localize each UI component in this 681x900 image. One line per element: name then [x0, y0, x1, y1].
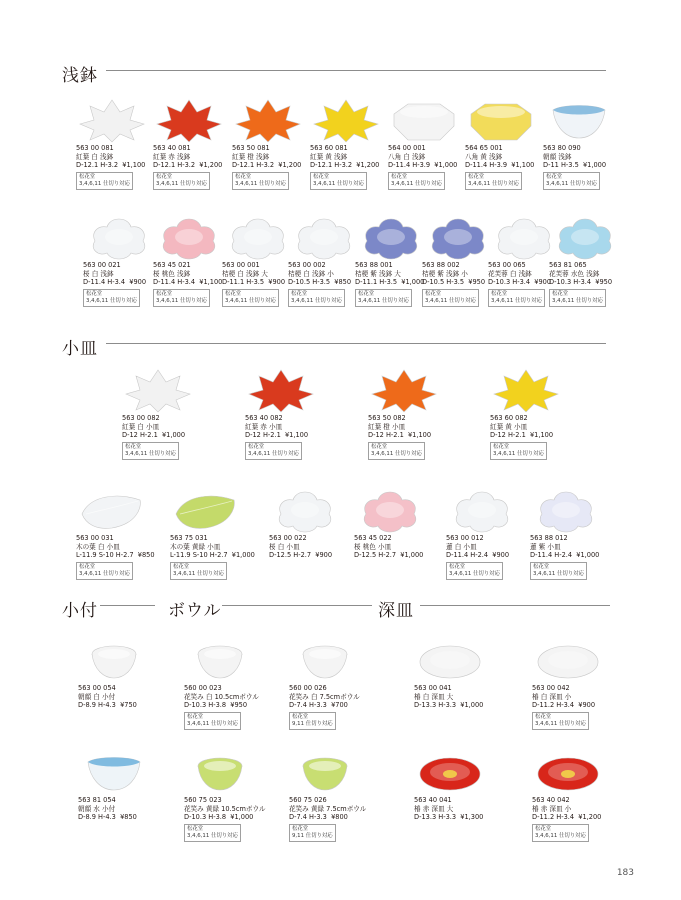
product-price: ¥900	[492, 551, 510, 560]
product-code: 563 00 001	[222, 261, 260, 269]
product-dimensions: D-12.1 H-3.2	[310, 161, 353, 170]
product-price: ¥950	[595, 278, 613, 287]
partition-tag: 松花堂 3,4,6,11 仕切り対応	[232, 172, 289, 190]
partition-tag: 松花堂 3,4,6,11 仕切り対応	[465, 172, 522, 190]
partition-tag: 松花堂 3,4,6,11 仕切り対応	[288, 289, 345, 307]
product-dimensions: D-12.1 H-3.2	[76, 161, 119, 170]
product-name: 蓮 紫 小皿	[530, 542, 561, 551]
section-divider	[106, 70, 606, 71]
product-name: 花芙蓉 水色 浅鉢	[549, 269, 600, 278]
product-name: 紅葉 赤 小皿	[245, 422, 283, 431]
product-code: 563 00 082	[122, 414, 160, 422]
partition-tag: 松花堂 3,4,6,11 仕切り対応	[532, 824, 589, 842]
product-code: 563 40 081	[153, 144, 191, 152]
partition-tag: 松花堂 3,4,6,11 仕切り対応	[153, 172, 210, 190]
product-image	[446, 486, 518, 534]
product-dimensions: D-11.2 H-3.4	[532, 813, 575, 822]
product-name: 桔梗 紫 浅鉢 大	[355, 269, 401, 278]
product-dimensions: D-12 H-2.1	[122, 431, 158, 440]
product-name: 花笑み 黄緑 7.5cmボウル	[289, 804, 367, 813]
product-image	[354, 486, 426, 534]
product-dimensions: D-12 H-2.1	[368, 431, 404, 440]
product-image	[310, 96, 382, 144]
partition-tag: 松花堂 3,4,6,11 仕切り対応	[184, 712, 241, 730]
product-dimensions: D-10.3 H-3.8	[184, 813, 227, 822]
product-price: ¥1,200	[278, 161, 302, 170]
product-price: ¥900	[315, 551, 333, 560]
section-title-kozara: 小皿	[62, 339, 98, 359]
partition-tag: 松花堂 3,4,6,11 仕切り対応	[184, 824, 241, 842]
product-name: 桜 桃色 浅鉢	[153, 269, 191, 278]
product-item	[289, 636, 369, 730]
product-item	[76, 96, 156, 190]
product-item	[170, 486, 255, 580]
product-code: 563 00 041	[414, 684, 452, 692]
product-price: ¥900	[534, 278, 552, 287]
product-name: 花笑み 白 7.5cmボウル	[289, 692, 360, 701]
product-name: 紅葉 黄 浅鉢	[310, 152, 348, 161]
product-item	[245, 366, 325, 460]
product-code: 564 65 001	[465, 144, 503, 152]
section-divider	[222, 605, 372, 606]
product-dimensions: D-12 H-2.1	[490, 431, 526, 440]
product-image	[530, 486, 602, 534]
product-code: 563 00 021	[83, 261, 121, 269]
product-price: ¥1,100	[122, 161, 146, 170]
product-dimensions: D-8.9 H-4.3	[78, 701, 116, 710]
product-code: 564 00 001	[388, 144, 426, 152]
product-item	[530, 486, 610, 580]
product-price: ¥900	[578, 701, 596, 710]
product-price: ¥1,100	[284, 431, 309, 440]
product-name: 花笑み 白 10.5cmボウル	[184, 692, 259, 701]
product-dimensions: D-11.4 H-3.9	[465, 161, 508, 170]
partition-tag: 松花堂 9,11 仕切り対応	[289, 712, 336, 730]
product-price: ¥1,100	[529, 431, 554, 440]
product-code: 563 88 012	[530, 534, 568, 542]
product-name: 椿 白 深皿 小	[532, 692, 572, 701]
product-price: ¥1,300	[460, 813, 484, 822]
product-dimensions: D-11.1 H-3.5	[222, 278, 265, 287]
product-image	[490, 366, 562, 414]
product-dimensions: D-12.5 H-2.7	[269, 551, 312, 560]
product-image	[78, 748, 150, 796]
product-item	[368, 366, 448, 460]
product-image	[232, 96, 304, 144]
partition-tag: 松花堂 3,4,6,11 仕切り対応	[355, 289, 412, 307]
product-price: ¥1,100	[199, 278, 223, 287]
product-image	[289, 636, 361, 684]
product-dimensions: D-11.2 H-3.4	[532, 701, 575, 710]
product-item	[184, 636, 264, 730]
partition-tag: 松花堂 3,4,6,11 仕切り対応	[170, 562, 227, 580]
partition-tag: 松花堂 3,4,6,11 仕切り対応	[530, 562, 587, 580]
product-price: ¥1,000	[434, 161, 458, 170]
product-image	[170, 486, 242, 534]
product-price: ¥950	[468, 278, 486, 287]
section-title-asabachi: 浅鉢	[62, 66, 98, 86]
partition-tag: 松花堂 3,4,6,11 仕切り対応	[122, 442, 179, 460]
product-code: 560 75 026	[289, 796, 327, 804]
product-image	[414, 636, 486, 684]
product-name: 椿 赤 深皿 大	[414, 804, 454, 813]
product-item	[78, 636, 158, 710]
product-code: 560 75 023	[184, 796, 222, 804]
product-code: 563 60 082	[490, 414, 528, 422]
partition-tag: 松花堂 3,4,6,11 仕切り対応	[83, 289, 140, 307]
product-code: 563 00 031	[76, 534, 114, 542]
product-item	[184, 748, 264, 842]
product-code: 563 88 001	[355, 261, 393, 269]
partition-tag: 松花堂 3,4,6,11 仕切り対応	[490, 442, 547, 460]
product-price: ¥900	[268, 278, 286, 287]
partition-tag: 松花堂 3,4,6,11 仕切り対応	[76, 562, 133, 580]
product-image	[288, 213, 360, 261]
partition-tag: 松花堂 3,4,6,11 仕切り対応	[245, 442, 302, 460]
product-dimensions: D-7.4 H-3.3	[289, 813, 327, 822]
product-name: 八角 白 浅鉢	[388, 152, 426, 161]
product-image	[122, 366, 194, 414]
product-dimensions: L-11.9 S-10 H-2.7	[170, 551, 228, 560]
partition-tag: 松花堂 3,4,6,11 仕切り対応	[388, 172, 445, 190]
product-item	[76, 486, 156, 580]
section-divider	[100, 605, 155, 606]
section-title-bowl: ボウル	[168, 601, 222, 621]
product-dimensions: D-10.5 H-3.5	[288, 278, 331, 287]
product-price: ¥1,100	[511, 161, 535, 170]
product-image	[83, 213, 155, 261]
partition-tag: 松花堂 9,11 仕切り対応	[289, 824, 336, 842]
product-item	[122, 366, 202, 460]
product-code: 563 00 022	[269, 534, 307, 542]
product-item	[414, 636, 494, 710]
product-dimensions: D-11.4 H-2.4	[530, 551, 573, 560]
product-name: 椿 赤 深皿 小	[532, 804, 572, 813]
product-code: 563 00 054	[78, 684, 116, 692]
product-image	[388, 96, 460, 144]
product-price: ¥750	[120, 701, 137, 710]
section-divider	[420, 605, 610, 606]
product-code: 563 40 082	[245, 414, 283, 422]
product-price: ¥850	[334, 278, 352, 287]
product-dimensions: D-12.1 H-3.2	[153, 161, 196, 170]
product-dimensions: D-12 H-2.1	[245, 431, 281, 440]
product-code: 563 81 054	[78, 796, 116, 804]
product-price: ¥1,000	[576, 551, 600, 560]
product-item	[532, 748, 612, 842]
product-name: 椿 白 深皿 大	[414, 692, 454, 701]
product-code: 560 00 023	[184, 684, 222, 692]
product-dimensions: D-12.5 H-2.7	[354, 551, 397, 560]
product-image	[184, 748, 256, 796]
product-item	[289, 748, 369, 842]
product-dimensions: D-12.1 H-3.2	[232, 161, 275, 170]
product-image	[532, 748, 604, 796]
product-item	[446, 486, 526, 580]
product-code: 563 45 022	[354, 534, 392, 542]
product-image	[76, 486, 148, 534]
product-price: ¥1,000	[231, 551, 255, 560]
product-item	[490, 366, 570, 460]
product-price: ¥900	[129, 278, 147, 287]
product-image	[355, 213, 427, 261]
partition-tag: 松花堂 3,4,6,11 仕切り対応	[310, 172, 367, 190]
product-price: ¥1,000	[230, 813, 254, 822]
product-price: ¥1,200	[356, 161, 380, 170]
product-dimensions: D-7.4 H-3.3	[289, 701, 327, 710]
product-dimensions: D-11.1 H-3.5	[355, 278, 398, 287]
product-price: ¥950	[230, 701, 248, 710]
product-item	[232, 96, 312, 190]
product-code: 563 00 012	[446, 534, 484, 542]
product-dimensions: D-10.5 H-3.5	[422, 278, 465, 287]
product-image	[289, 748, 361, 796]
product-price: ¥850	[137, 551, 155, 560]
product-code: 563 88 002	[422, 261, 460, 269]
partition-tag: 松花堂 3,4,6,11 仕切り対応	[153, 289, 210, 307]
product-image	[184, 636, 256, 684]
product-item	[549, 213, 629, 307]
product-code: 563 00 002	[288, 261, 326, 269]
product-item	[153, 96, 233, 190]
product-name: 桜 白 浅鉢	[83, 269, 114, 278]
product-price: ¥1,100	[407, 431, 432, 440]
product-item	[414, 748, 494, 822]
product-dimensions: D-10.3 H-3.4	[488, 278, 531, 287]
product-name: 桔梗 白 浅鉢 小	[288, 269, 334, 278]
product-price: ¥1,000	[401, 278, 425, 287]
product-name: 蓮 白 小皿	[446, 542, 477, 551]
product-image	[76, 96, 148, 144]
product-dimensions: D-11.4 H-2.4	[446, 551, 489, 560]
product-image	[422, 213, 494, 261]
partition-tag: 松花堂 3,4,6,11 仕切り対応	[543, 172, 600, 190]
product-item	[354, 486, 434, 560]
product-price: ¥1,200	[578, 813, 602, 822]
product-price: ¥1,000	[400, 551, 424, 560]
product-price: ¥1,000	[582, 161, 607, 170]
product-price: ¥1,200	[199, 161, 223, 170]
product-image	[543, 96, 615, 144]
product-item	[78, 748, 158, 822]
product-price: ¥850	[120, 813, 137, 822]
product-dimensions: D-10.3 H-3.4	[549, 278, 592, 287]
product-price: ¥1,000	[460, 701, 484, 710]
product-name: 紅葉 橙 小皿	[368, 422, 406, 431]
product-code: 563 60 081	[310, 144, 348, 152]
partition-tag: 松花堂 3,4,6,11 仕切り対応	[488, 289, 545, 307]
partition-tag: 松花堂 3,4,6,11 仕切り対応	[446, 562, 503, 580]
product-name: 花芙蓉 白 浅鉢	[488, 269, 532, 278]
product-item	[465, 96, 545, 190]
product-image	[78, 636, 150, 684]
product-price: ¥700	[331, 701, 348, 710]
product-name: 木の葉 黄緑 小皿	[170, 542, 221, 551]
partition-tag: 松花堂 3,4,6,11 仕切り対応	[222, 289, 279, 307]
product-dimensions: D-10.3 H-3.8	[184, 701, 227, 710]
product-dimensions: D-11.4 H-3.4	[153, 278, 196, 287]
product-code: 563 00 042	[532, 684, 570, 692]
partition-tag: 松花堂 3,4,6,11 仕切り対応	[422, 289, 479, 307]
product-name: 紅葉 黄 小皿	[490, 422, 528, 431]
product-item	[153, 213, 233, 307]
product-image	[245, 366, 317, 414]
product-dimensions: D-13.3 H-3.3	[414, 813, 457, 822]
product-item	[83, 213, 163, 307]
product-item	[543, 96, 623, 190]
product-name: 桔梗 紫 浅鉢 小	[422, 269, 468, 278]
product-code: 563 00 081	[76, 144, 114, 152]
partition-tag: 松花堂 3,4,6,11 仕切り対応	[368, 442, 425, 460]
product-item	[269, 486, 349, 560]
product-name: 紅葉 赤 浅鉢	[153, 152, 191, 161]
product-name: 朝顔 白 小付	[78, 692, 116, 701]
product-item	[532, 636, 612, 730]
product-item	[388, 96, 468, 190]
product-price: ¥1,000	[161, 431, 186, 440]
partition-tag: 松花堂 3,4,6,11 仕切り対応	[532, 712, 589, 730]
product-dimensions: D-8.9 H-4.3	[78, 813, 116, 822]
product-image	[269, 486, 341, 534]
product-code: 563 50 081	[232, 144, 270, 152]
partition-tag: 松花堂 3,4,6,11 仕切り対応	[549, 289, 606, 307]
product-name: 八角 黄 浅鉢	[465, 152, 503, 161]
product-code: 563 45 021	[153, 261, 191, 269]
product-code: 563 81 065	[549, 261, 587, 269]
section-title-kozuke: 小付	[62, 601, 98, 621]
product-code: 563 00 065	[488, 261, 526, 269]
product-name: 花笑み 黄緑 10.5cmボウル	[184, 804, 266, 813]
product-image	[153, 96, 225, 144]
product-name: 桜 白 小皿	[269, 542, 300, 551]
product-image	[532, 636, 604, 684]
partition-tag: 松花堂 3,4,6,11 仕切り対応	[76, 172, 133, 190]
product-name: 紅葉 橙 浅鉢	[232, 152, 270, 161]
page-number: 183	[616, 868, 634, 878]
product-image	[549, 213, 621, 261]
section-title-fukazara: 深皿	[378, 601, 414, 621]
product-image	[465, 96, 537, 144]
product-dimensions: D-11.4 H-3.9	[388, 161, 431, 170]
product-code: 563 80 090	[543, 144, 581, 152]
product-code: 563 75 031	[170, 534, 208, 542]
product-dimensions: D-11 H-3.5	[543, 161, 579, 170]
product-code: 563 40 042	[532, 796, 570, 804]
product-name: 紅葉 白 浅鉢	[76, 152, 114, 161]
product-image	[414, 748, 486, 796]
product-item	[310, 96, 390, 190]
product-image	[222, 213, 294, 261]
product-dimensions: D-11.4 H-3.4	[83, 278, 126, 287]
product-name: 桔梗 白 浅鉢 大	[222, 269, 268, 278]
product-name: 桜 桃色 小皿	[354, 542, 392, 551]
product-code: 560 00 026	[289, 684, 327, 692]
product-image	[368, 366, 440, 414]
product-code: 563 40 041	[414, 796, 452, 804]
product-dimensions: D-13.3 H-3.3	[414, 701, 457, 710]
product-image	[153, 213, 225, 261]
section-divider	[106, 343, 606, 344]
product-price: ¥800	[331, 813, 348, 822]
product-name: 朝顔 浅鉢	[543, 152, 572, 161]
product-name: 朝顔 水 小付	[78, 804, 116, 813]
product-code: 563 50 082	[368, 414, 406, 422]
product-name: 木の葉 白 小皿	[76, 542, 120, 551]
product-dimensions: L-11.9 S-10 H-2.7	[76, 551, 134, 560]
product-name: 紅葉 白 小皿	[122, 422, 160, 431]
